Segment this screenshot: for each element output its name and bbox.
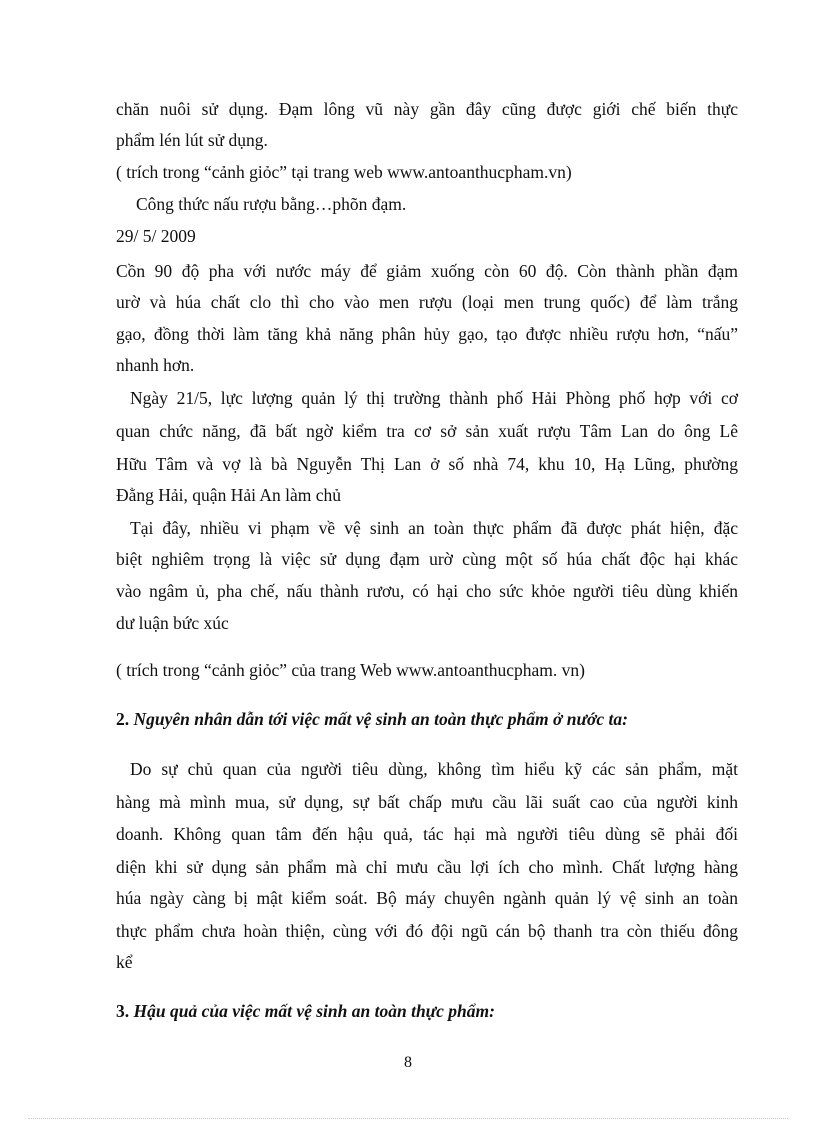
article-title: Công thức nấu rượu bằng…phõn đạm. xyxy=(136,194,407,214)
text-line: nhanh hơn. xyxy=(116,355,195,375)
text-line: gạo, đồng thời làm tăng khả năng phân hủy gạo, tạo được nhiều rượu hơn, “nấu” xyxy=(116,324,738,344)
text-line: hàng mà mình mua, sử dụng, sự bất chấp mưu cầu lãi suất cao của người kinh xyxy=(116,792,738,812)
text-line: Hữu Tâm và vợ là bà Nguyễn Thị Lan ở số nhà 74, khu 10, Hạ Lũng, phường xyxy=(116,454,738,474)
section-heading-2 xyxy=(116,707,738,731)
text-line: doanh. Không quan tâm đến hậu quả, tác hại mà người tiêu dùng sẽ phải đối xyxy=(116,824,738,844)
text-line: húa ngày càng bị mật kiểm soát. Bộ máy chuyên ngành quản lý vệ sinh an toàn xyxy=(116,888,738,908)
text-line: kể xyxy=(116,952,133,972)
text-line: vào ngâm ủ, pha chế, nấu thành rươu, có hại cho sức khỏe người tiêu dùng khiến xyxy=(116,581,738,601)
page-number: 8 xyxy=(404,1054,412,1071)
text-line: Ngày 21/5, lực lượng quản lý thị trường thành phố Hải Phòng phố hợp với cơ xyxy=(130,388,738,408)
text-line: thực phẩm chưa hoàn thiện, cùng với đó đội ngũ cán bộ thanh tra còn thiếu đông xyxy=(116,921,738,941)
text-line: phẩm lén lút sử dụng. xyxy=(116,130,268,150)
citation: ( trích trong “cảnh giỏc” của trang Web www.antoanthucpham. vn) xyxy=(116,660,585,680)
text-line: Tại đây, nhiều vi phạm về vệ sinh an toàn thực phẩm đã được phát hiện, đặc xyxy=(130,518,738,538)
heading-title: Hậu quả của việc mất vệ sinh an toàn thực phẩm: xyxy=(133,1001,495,1021)
text-line: Đằng Hải, quận Hải An làm chủ xyxy=(116,485,342,505)
text-line: dư luận bức xúc xyxy=(116,613,229,633)
text-line: diện khi sử dụng sản phẩm mà chỉ mưu cầu lợi ích cho mình. Chất lượng hàng xyxy=(116,857,738,877)
heading-number: 3. xyxy=(116,1001,130,1021)
text-line: quan chức năng, đã bất ngờ kiểm tra cơ sở sản xuất rượu Tâm Lan do ông Lê xyxy=(116,421,738,441)
section-heading-3 xyxy=(116,999,738,1023)
text-line: biệt nghiêm trọng là việc sử dụng đạm urờ cùng một số húa chất độc hại khác xyxy=(116,549,738,569)
text-line: Cồn 90 độ pha với nước máy để giảm xuống còn 60 độ. Còn thành phần đạm xyxy=(116,261,738,281)
text-line: Do sự chủ quan của người tiêu dùng, không tìm hiểu kỹ các sản phẩm, mặt xyxy=(130,759,738,779)
heading-number: 2. xyxy=(116,709,130,729)
page-bottom-divider xyxy=(28,1118,788,1119)
citation: ( trích trong “cảnh giỏc” tại trang web www.antoanthucpham.vn) xyxy=(116,162,572,182)
heading-title: Nguyên nhân dẫn tới việc mất vệ sinh an toàn thực phẩm ở nước ta: xyxy=(133,709,628,729)
text-line: urờ và húa chất clo thì cho vào men rượu (loại men trung quốc) để làm trắng xyxy=(116,292,738,312)
date-line: 29/ 5/ 2009 xyxy=(116,226,196,246)
text-line: chăn nuôi sử dụng. Đạm lông vũ này gần đây cũng được giới chế biến thực xyxy=(116,99,738,119)
